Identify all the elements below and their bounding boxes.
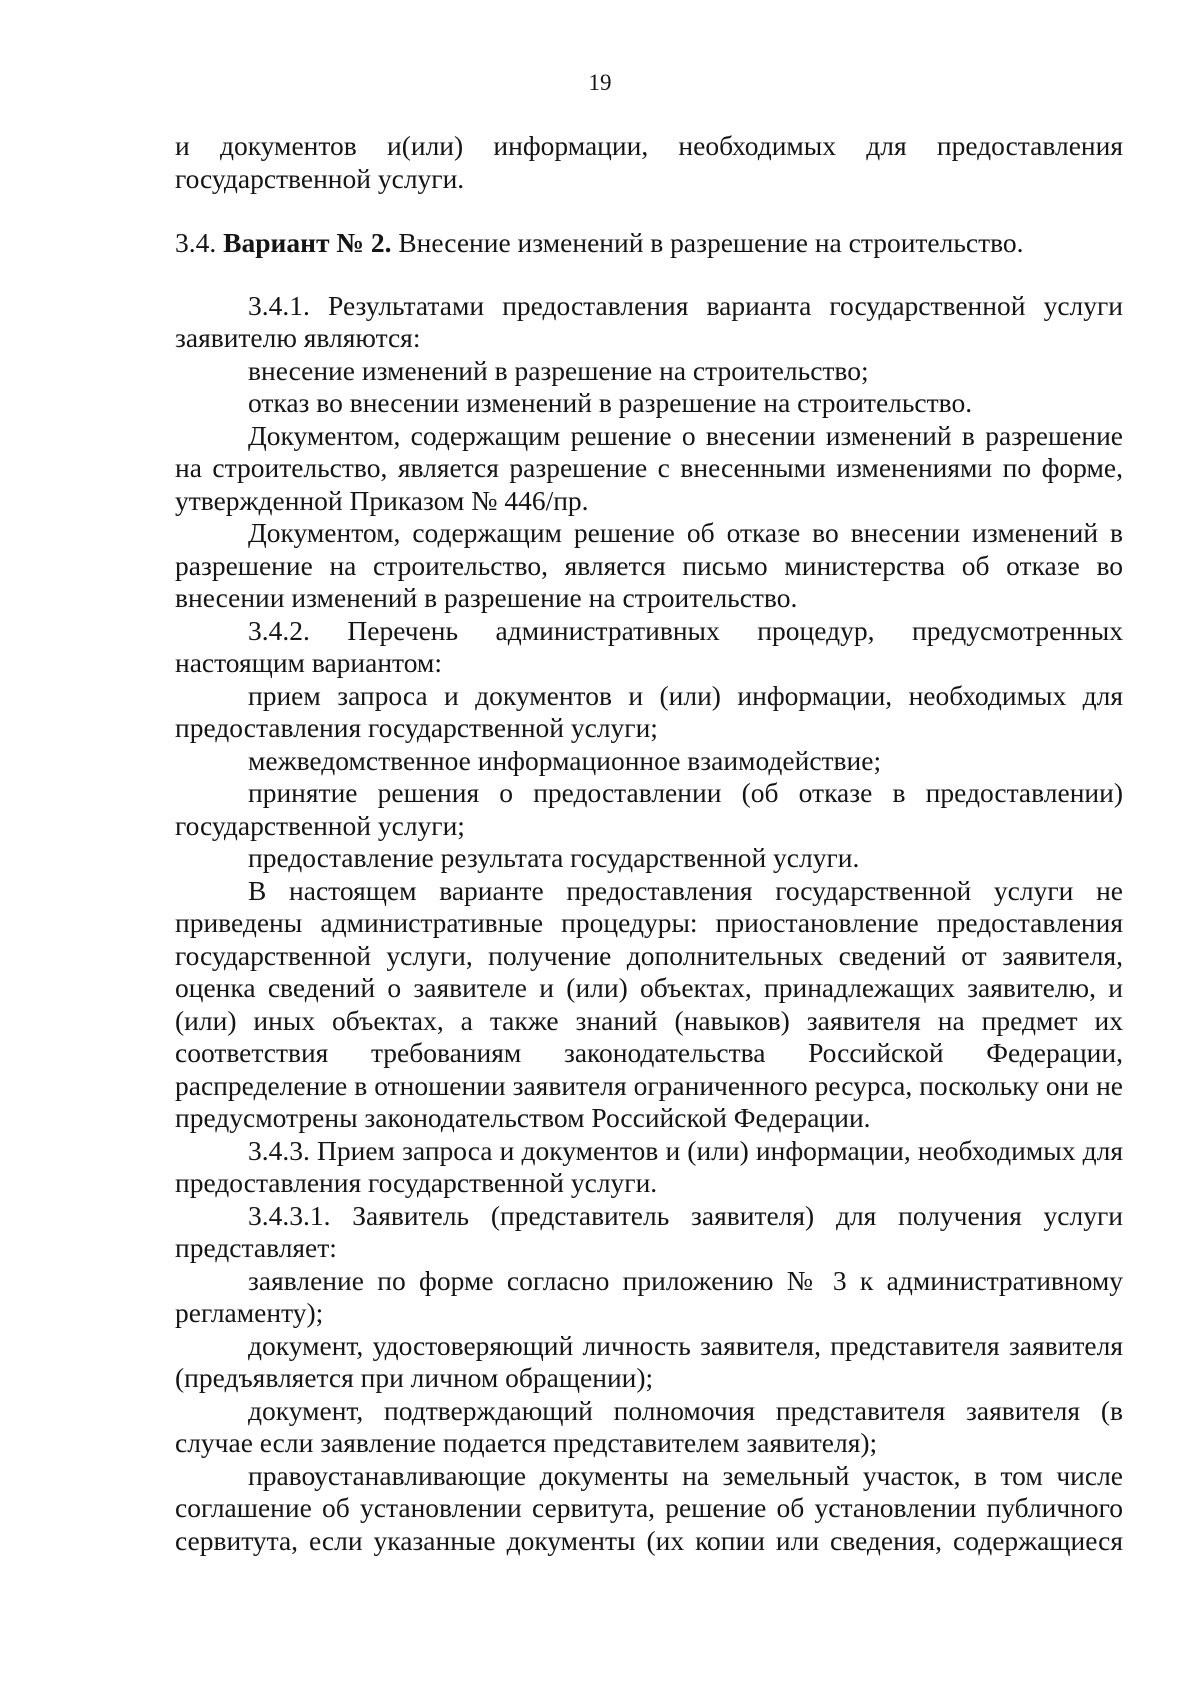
paragraph-decision-document: Документом, содержащим решение о внесении изменений в разрешение на строительство, является разрешение с внесенными изменениями по форме, утвержденной Приказом № 446/пр. bbox=[175, 419, 1123, 516]
paragraph-excluded-procedures: В настоящем варианте предоставления государственной услуги не приведены административные процедуры: приостановление предоставления государственной услуги, получение дополнительных сведений от заявителя, оценка сведений о заявителе и (или) объектах, принадлежащих заявителю, и (или) иных объектах, а также знаний (навыков) заявителя на предмет их соответствия требованиям законодательства Российской Федерации, распределение в отношении заявителя ограниченного ресурса, поскольку они не предусмотрены законодательством Российской Федерации. bbox=[175, 874, 1123, 1133]
section-title: Внесение изменений в разрешение на строительство. bbox=[391, 227, 1024, 258]
list-item-procedure-1: прием запроса и документов и (или) информации, необходимых для предоставления государственной услуги; bbox=[175, 679, 1123, 743]
section-number: 3.4. bbox=[175, 227, 224, 258]
document-body bbox=[175, 130, 1123, 1557]
list-item-procedure-3: принятие решения о предоставлении (об отказе в предоставлении) государственной услуги; bbox=[175, 777, 1123, 841]
list-item-document-3: документ, подтверждающий полномочия представителя заявителя (в случае если заявление подается представителем заявителя); bbox=[175, 1394, 1123, 1458]
list-item-document-2: документ, удостоверяющий личность заявителя, представителя заявителя (предъявляется при личном обращении); bbox=[175, 1329, 1123, 1393]
section-heading-variant-2 bbox=[175, 227, 1123, 260]
list-item-result-1: внесение изменений в разрешение на строительство; bbox=[248, 354, 869, 386]
paragraph-3-4-2: 3.4.2. Перечень административных процедур, предусмотренных настоящим вариантом: bbox=[175, 614, 1123, 678]
variant-title: Вариант № 2. bbox=[223, 227, 392, 258]
paragraph-3-4-3-1: 3.4.3.1. Заявитель (представитель заявителя) для получения услуги представляет: bbox=[175, 1199, 1123, 1263]
list-item-result-2: отказ во внесении изменений в разрешение на строительство. bbox=[248, 387, 973, 418]
paragraph-continuation: и документов и(или) информации, необходимых для предоставления государственной услуги. bbox=[175, 130, 1123, 194]
list-item-document-1: заявление по форме согласно приложению № 3 к административному регламенту); bbox=[175, 1264, 1123, 1328]
paragraph-3-4-1: 3.4.1. Результатами предоставления варианта государственной услуги заявителю являются: bbox=[175, 289, 1123, 353]
paragraph-refusal-document: Документом, содержащим решение об отказе во внесении изменений в разрешение на строительство, является письмо министерства об отказе во внесении изменений в разрешение на строительство. bbox=[175, 517, 1123, 613]
list-item-procedure-4: предоставление результата государственной услуги. bbox=[248, 842, 860, 873]
list-item-document-4: правоустанавливающие документы на земельный участок, в том числе соглашение об установлении сервитута, решение об установлении публичного сервитута, если указанные документы (их копии или сведения, содержащиеся bbox=[175, 1459, 1123, 1556]
list-item-procedure-2: межведомственное информационное взаимодействие; bbox=[248, 744, 882, 776]
paragraph-3-4-3: 3.4.3. Прием запроса и документов и (или) информации, необходимых для предоставления государственной услуги. bbox=[175, 1134, 1123, 1198]
page-number: 19 bbox=[588, 70, 612, 95]
